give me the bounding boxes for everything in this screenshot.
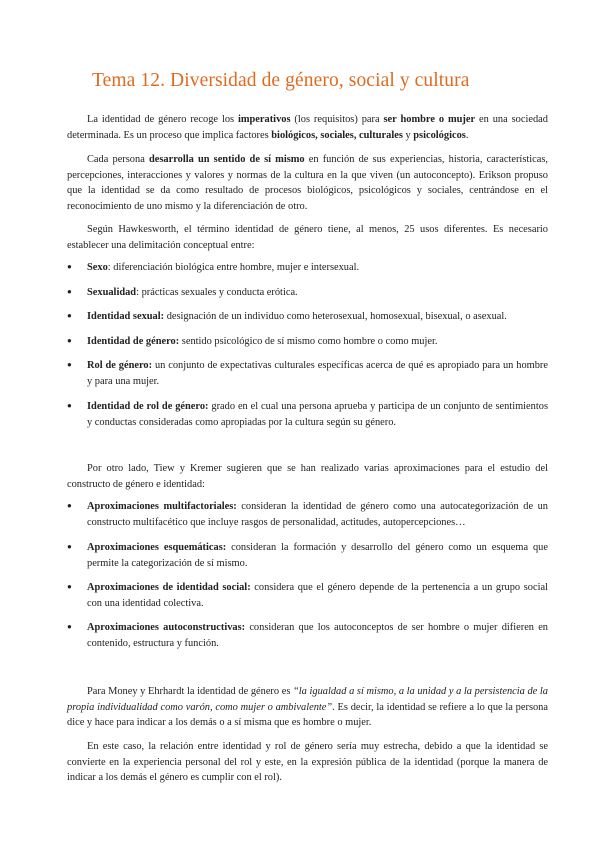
term: Sexualidad	[87, 287, 137, 298]
page-title: Tema 12. Diversidad de género, social y cultura	[92, 70, 470, 91]
list-item	[67, 285, 548, 301]
list-item	[67, 499, 548, 530]
list-item	[67, 540, 548, 571]
definition: : diferenciación biológica entre hombre, mujer e intersexual.	[107, 262, 360, 273]
definition: consideran la formación y desarrollo del género como un esquema que permite la categorización de sí mismo.	[87, 542, 548, 569]
bullet-icon	[67, 260, 85, 276]
bullet-icon	[67, 285, 85, 301]
term: Aproximaciones multifactoriales:	[87, 501, 237, 512]
paragraph-money-ehrhardt	[67, 684, 548, 731]
term: Identidad de rol de género:	[87, 401, 209, 412]
paragraph-identity-role	[67, 739, 548, 786]
bullet-icon	[67, 358, 85, 374]
definition: consideran la identidad de género como una autocategorización de un constructo multifacético que incluye rasgos de personalidad, actitudes, autopercepciones…	[87, 501, 548, 528]
bold-text: psicológicos	[413, 129, 466, 141]
bold-text: ser hombre o mujer	[383, 114, 476, 125]
term: Rol de género:	[87, 360, 153, 371]
paragraph-self-sense	[67, 152, 548, 214]
definition: consideran que los autoconceptos de ser hombre o mujer difieren en contenido, estructura y función.	[87, 622, 548, 649]
text: en función de sus experiencias, historia, características, percepciones, interacciones y valores y normas de la cultura en la que viven (un autoconcepto). Erikson propuso que la identidad se da como resultado de procesos biológicos, psicológicos y sociales, centrándose en el reconocimiento de uno mismo y la diferenciación de otro.	[67, 154, 549, 212]
term: Identidad de género:	[87, 336, 180, 347]
definition: un conjunto de expectativas culturales específicas acerca de qué es apropiado para un hombre y para una mujer.	[87, 360, 548, 387]
quote: “la igualdad a sí mismo, a la unidad y a la persistencia de la propia individualidad como varón, como mujer o ambivalente”	[67, 686, 548, 713]
term: Aproximaciones esquemáticas:	[87, 542, 227, 553]
term: Aproximaciones de identidad social:	[87, 582, 251, 593]
bullet-icon	[67, 620, 85, 636]
text: La identidad de género recoge los	[87, 114, 238, 125]
text: . Es decir, la identidad se refiere a lo que la persona dice y hace para indicar a los demás o a sí misma que es hombre o mujer.	[67, 701, 548, 728]
text: Para Money y Ehrhardt la identidad de género es	[87, 686, 294, 697]
bold-text: imperativos	[237, 114, 291, 125]
bullet-icon	[67, 334, 85, 350]
list-item	[67, 309, 548, 325]
bullet-icon	[67, 309, 85, 325]
list-item	[67, 620, 548, 651]
text: (los requisitos) para	[290, 114, 384, 125]
text: en una sociedad determinada. Es un proceso que implica factores	[67, 114, 548, 141]
bullet-icon	[67, 540, 85, 556]
paragraph-definition	[67, 112, 548, 143]
text: .	[465, 129, 469, 141]
list-item	[67, 399, 548, 430]
definition: grado en el cual una persona aprueba y participa de un conjunto de sentimientos y conductas consideradas como apropiadas por la cultura según su género.	[87, 401, 548, 428]
paragraph-hawkesworth	[67, 222, 548, 253]
definition: designación de un individuo como heterosexual, homosexual, bisexual, o asexual.	[164, 311, 507, 322]
paragraph-tiew-kremer	[67, 461, 548, 492]
term: Identidad sexual:	[87, 311, 165, 322]
bold-text: desarrolla un sentido de sí mismo	[148, 154, 305, 165]
bullet-icon	[67, 399, 85, 415]
list-item	[67, 358, 548, 389]
term: Aproximaciones autoconstructivas:	[87, 622, 246, 633]
text: y	[402, 129, 414, 141]
bold-text: biológicos, sociales, culturales	[271, 129, 403, 141]
text: Por otro lado, Tiew y Kremer sugieren que se han realizado varias aproximaciones para el estudio del constructo de género e identidad:	[67, 463, 548, 490]
term: Sexo	[87, 262, 108, 273]
bullet-icon	[67, 499, 85, 515]
text: En este caso, la relación entre identidad y rol de género sería muy estrecha, debido a que la identidad se convierte en la experiencia personal del rol y este, en la expresión pública de la identidad (porque la manera de indicar a los demás el género es cumplir con el rol).	[67, 741, 548, 783]
text: Según Hawkesworth, el término identidad de género tiene, al menos, 25 usos diferentes. Es necesario establecer una delimitación conceptual entre:	[67, 224, 548, 251]
text: Cada persona	[87, 154, 149, 165]
definition: sentido psicológico de sí mismo como hombre o como mujer.	[179, 336, 438, 347]
list-item	[67, 260, 548, 276]
definition: : prácticas sexuales y conducta erótica.	[136, 287, 298, 298]
list-item	[67, 334, 548, 350]
definition: considera que el género depende de la pertenencia a un grupo social con una identidad colectiva.	[87, 582, 548, 609]
bullet-icon	[67, 580, 85, 596]
list-item	[67, 580, 548, 611]
